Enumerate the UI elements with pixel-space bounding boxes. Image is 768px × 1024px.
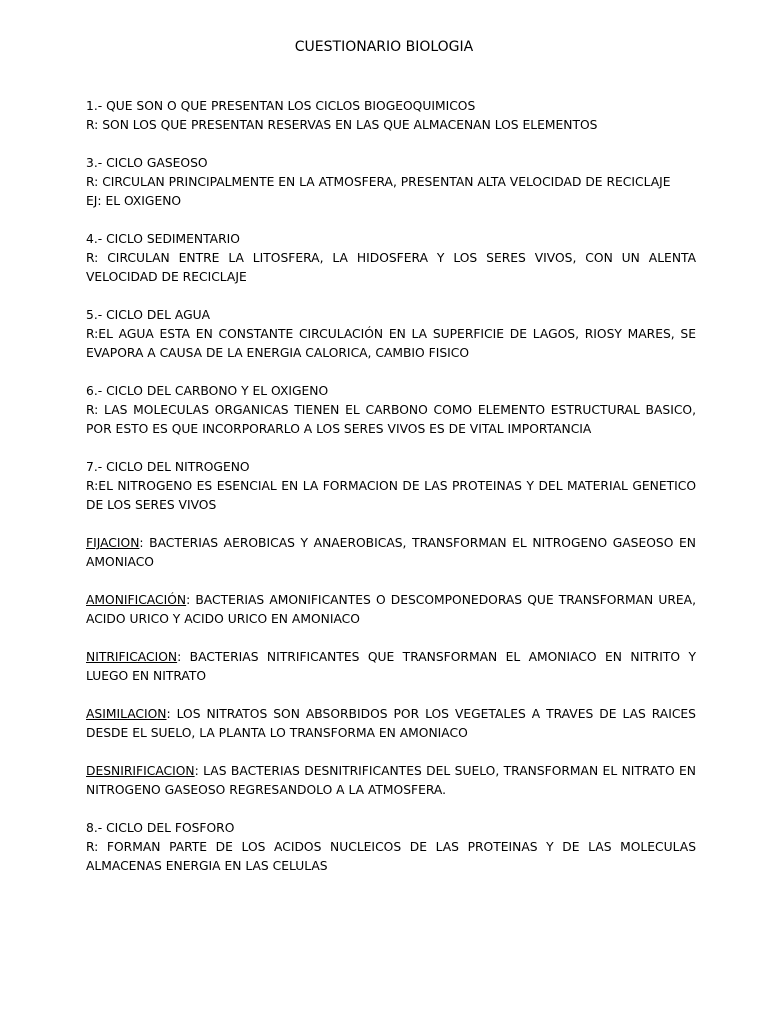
- term-paragraph: [86, 705, 696, 743]
- question-block-3: [86, 154, 696, 211]
- term-label: FIJACION: [86, 536, 140, 550]
- term-block-desnirificacion: [86, 762, 696, 800]
- term-label: NITRIFICACION: [86, 650, 178, 664]
- question-block-4: [86, 230, 696, 287]
- question-block-7: [86, 458, 696, 515]
- term-block-nitrificacion: [86, 648, 696, 686]
- term-paragraph: [86, 648, 696, 686]
- question-6: 6.- CICLO DEL CARBONO Y EL OXIGENO: [86, 384, 329, 398]
- term-block-fijacion: [86, 534, 696, 572]
- question-block-6: [86, 382, 696, 439]
- term-definition: : BACTERIAS NITRIFICANTES QUE TRANSFORMAN EL AMONIACO EN NITRITO Y LUEGO EN NITRATO: [86, 650, 696, 683]
- term-definition: : BACTERIAS AEROBICAS Y ANAEROBICAS, TRANSFORMAN EL NITROGENO GASEOSO EN AMONIACO: [86, 536, 696, 569]
- question-block-8: [86, 819, 696, 876]
- example-3: EJ: EL OXIGENO: [86, 194, 182, 208]
- term-paragraph: [86, 534, 696, 572]
- term-paragraph: [86, 591, 696, 629]
- answer-6: R: LAS MOLECULAS ORGANICAS TIENEN EL CARBONO COMO ELEMENTO ESTRUCTURAL BASICO, POR ESTO ES QUE INCORPORARLO A LOS SERES VIVOS ES DE VITAL IMPORTANCIA: [86, 403, 696, 436]
- term-definition: : LAS BACTERIAS DESNITRIFICANTES DEL SUELO, TRANSFORMAN EL NITRATO EN NITROGENO GASEOSO REGRESANDOLO A LA ATMOSFERA.: [86, 764, 696, 797]
- answer-5: R:EL AGUA ESTA EN CONSTANTE CIRCULACIÓN EN LA SUPERFICIE DE LAGOS, RIOSY MARES, SE EVAPORA A CAUSA DE LA ENERGIA CALORICA, CAMBIO FISICO: [86, 327, 696, 360]
- term-definition: : LOS NITRATOS SON ABSORBIDOS POR LOS VEGETALES A TRAVES DE LAS RAICES DESDE EL SUELO, LA PLANTA LO TRANSFORMA EN AMONIACO: [86, 707, 696, 740]
- question-4: 4.- CICLO SEDIMENTARIO: [86, 232, 240, 246]
- question-7: 7.- CICLO DEL NITROGENO: [86, 460, 250, 474]
- question-3: 3.- CICLO GASEOSO: [86, 156, 208, 170]
- term-label: AMONIFICACIÓN: [86, 593, 187, 607]
- answer-4: R: CIRCULAN ENTRE LA LITOSFERA, LA HIDOSFERA Y LOS SERES VIVOS, CON UN ALENTA VELOCIDAD DE RECICLAJE: [86, 251, 696, 284]
- answer-7: R:EL NITROGENO ES ESENCIAL EN LA FORMACION DE LAS PROTEINAS Y DEL MATERIAL GENETICO DE LOS SERES VIVOS: [86, 479, 696, 512]
- answer-8: R: FORMAN PARTE DE LOS ACIDOS NUCLEICOS DE LAS PROTEINAS Y DE LAS MOLECULAS ALMACENAS ENERGIA EN LAS CELULAS: [86, 840, 696, 873]
- term-paragraph: [86, 762, 696, 800]
- term-label: ASIMILACION: [86, 707, 167, 721]
- question-8: 8.- CICLO DEL FOSFORO: [86, 821, 235, 835]
- answer-1: R: SON LOS QUE PRESENTAN RESERVAS EN LAS QUE ALMACENAN LOS ELEMENTOS: [86, 118, 598, 132]
- question-block-1: [86, 97, 696, 135]
- question-5: 5.- CICLO DEL AGUA: [86, 308, 211, 322]
- term-block-asimilacion: [86, 705, 696, 743]
- term-definition: : BACTERIAS AMONIFICANTES O DESCOMPONEDORAS QUE TRANSFORMAN UREA, ACIDO URICO Y ACIDO URICO EN AMONIACO: [86, 593, 696, 626]
- term-block-amonificacion: [86, 591, 696, 629]
- question-block-5: [86, 306, 696, 363]
- document-title: CUESTIONARIO BIOLOGIA: [294, 39, 474, 55]
- answer-3: R: CIRCULAN PRINCIPALMENTE EN LA ATMOSFERA, PRESENTAN ALTA VELOCIDAD DE RECICLAJE: [86, 175, 671, 189]
- document-body: [86, 97, 696, 895]
- question-1: 1.- QUE SON O QUE PRESENTAN LOS CICLOS BIOGEOQUIMICOS: [86, 99, 476, 113]
- term-label: DESNIRIFICACION: [86, 764, 195, 778]
